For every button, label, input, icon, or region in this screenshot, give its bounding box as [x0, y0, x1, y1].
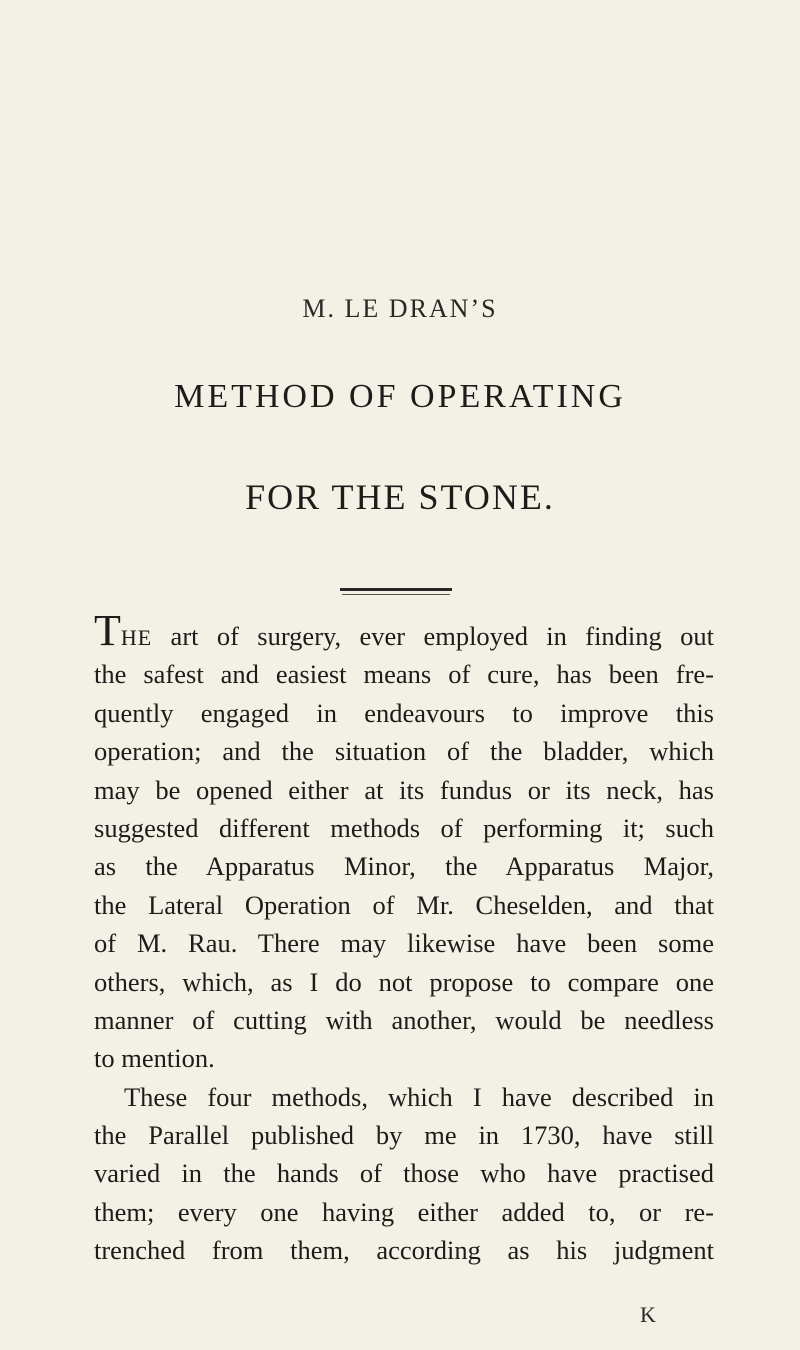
- subtitle-heading: FOR THE STONE.: [245, 477, 555, 517]
- text-line: [94, 606, 714, 655]
- text-line: the safest and easiest means of cure, has been fre-: [94, 659, 714, 690]
- drop-cap: T: [94, 606, 121, 655]
- text-line: to mention.: [94, 1043, 215, 1074]
- author-heading: M. LE DRAN’S: [302, 294, 498, 323]
- small-caps: HE: [120, 625, 153, 650]
- text-line: trenched from them, according as his judgment: [94, 1235, 714, 1266]
- text-line: These four methods, which I have described in: [124, 1081, 714, 1112]
- text-line: them; every one having either added to, or re-: [94, 1196, 714, 1227]
- text-line: others, which, as I do not propose to compare one: [94, 966, 714, 997]
- text-line: of M. Rau. There may likewise have been some: [94, 928, 714, 959]
- text-line-content: art of surgery, ever employed in finding out: [152, 621, 714, 651]
- text-line: may be opened either at its fundus or its neck, has: [94, 774, 714, 805]
- text-line: manner of cutting with another, would be needless: [94, 1004, 714, 1035]
- ornamental-rule-thin: [342, 594, 450, 595]
- body-text: [94, 606, 714, 1270]
- text-line: the Lateral Operation of Mr. Cheselden, and that: [94, 889, 714, 920]
- text-line: operation; and the situation of the bladder, which: [94, 736, 714, 767]
- text-line: quently engaged in endeavours to improve this: [94, 697, 714, 728]
- catchword: K: [640, 1302, 656, 1327]
- text-line: as the Apparatus Minor, the Apparatus Major,: [94, 851, 714, 882]
- ornamental-rule: [340, 588, 452, 591]
- title-heading: METHOD OF OPERATING: [174, 378, 626, 415]
- text-line: the Parallel published by me in 1730, have still: [94, 1120, 714, 1151]
- text-line: suggested different methods of performing it; such: [94, 812, 714, 843]
- text-line: varied in the hands of those who have practised: [94, 1158, 714, 1189]
